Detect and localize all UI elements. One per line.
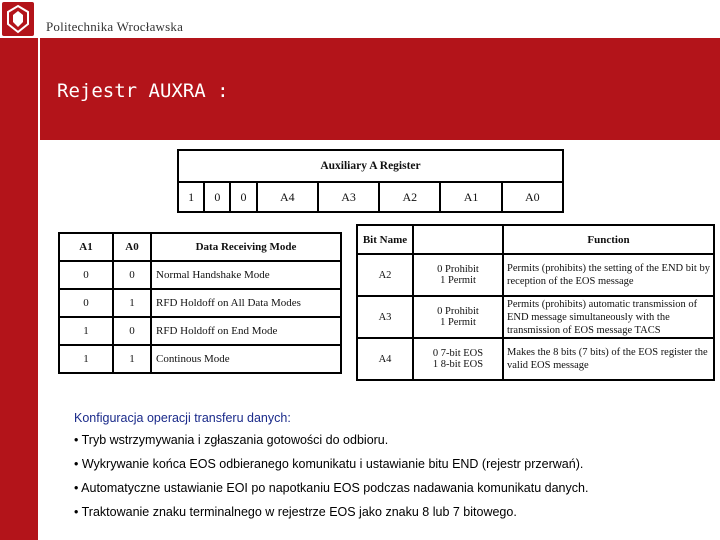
function-header: Function bbox=[504, 226, 713, 253]
bit-function: Permits (prohibits) automatic transmission of END message simultaneously with the transmission of EOS message TACS bbox=[504, 297, 713, 337]
bit-function-table bbox=[356, 224, 715, 381]
a1-value: 1 bbox=[60, 346, 112, 372]
bit-cell: A3 bbox=[319, 183, 378, 211]
a1-value: 1 bbox=[60, 318, 112, 344]
table-row bbox=[60, 290, 340, 316]
list-item: • Wykrywanie końca EOS odbieranego komunikatu i ustawianie bitu END (rejestr przerwań). bbox=[74, 457, 584, 471]
table-row bbox=[60, 318, 340, 344]
bit-values: 0 Prohibit 1 Permit bbox=[414, 297, 502, 337]
mode-header-mode: Data Receiving Mode bbox=[152, 234, 340, 260]
university-logo-icon bbox=[2, 2, 34, 36]
banner-left bbox=[0, 38, 38, 140]
config-heading: Konfiguracja operacji transferu danych: bbox=[74, 411, 291, 425]
a0-value: 0 bbox=[114, 318, 150, 344]
list-item: • Automatyczne ustawianie EOI po napotkaniu EOS podczas nadawania komunikatu danych. bbox=[74, 481, 589, 495]
university-name: Politechnika Wrocławska bbox=[46, 19, 184, 34]
table-row bbox=[358, 339, 713, 379]
table-row bbox=[60, 346, 340, 372]
list-item: • Tryb wstrzymywania i zgłaszania gotowości do odbioru. bbox=[74, 433, 389, 447]
mode-name: RFD Holdoff on All Data Modes bbox=[152, 290, 340, 316]
bit-values: 0 Prohibit 1 Permit bbox=[414, 255, 502, 295]
mode-name: RFD Holdoff on End Mode bbox=[152, 318, 340, 344]
bit-name: A2 bbox=[358, 255, 412, 295]
bit-function: Permits (prohibits) the setting of the END bit by reception of the EOS message bbox=[504, 255, 713, 295]
aux-register-table bbox=[177, 149, 564, 213]
bit-cell: A1 bbox=[441, 183, 500, 211]
table-row bbox=[358, 297, 713, 337]
data-receiving-mode-table bbox=[58, 232, 342, 374]
bit-cell: 0 bbox=[231, 183, 255, 211]
mode-header-a1: A1 bbox=[60, 234, 112, 260]
mode-name: Normal Handshake Mode bbox=[152, 262, 340, 288]
bit-name: A4 bbox=[358, 339, 412, 379]
bit-cell: 0 bbox=[205, 183, 229, 211]
a1-value: 0 bbox=[60, 262, 112, 288]
mode-name: Continous Mode bbox=[152, 346, 340, 372]
left-stripe bbox=[0, 140, 38, 540]
table-row bbox=[358, 255, 713, 295]
slide-title: Rejestr AUXRA : bbox=[57, 80, 229, 102]
bit-values-header bbox=[414, 226, 502, 253]
aux-register-title: Auxiliary A Register bbox=[179, 151, 562, 181]
bit-cell: A2 bbox=[380, 183, 439, 211]
bit-cell: 1 bbox=[179, 183, 203, 211]
header-bar bbox=[0, 0, 720, 36]
bit-name-header: Bit Name bbox=[358, 226, 412, 253]
bit-cell: A4 bbox=[258, 183, 317, 211]
bit-function: Makes the 8 bits (7 bits) of the EOS register the valid EOS message bbox=[504, 339, 713, 379]
a1-value: 0 bbox=[60, 290, 112, 316]
config-section bbox=[74, 411, 588, 529]
bit-name: A3 bbox=[358, 297, 412, 337]
bit-values: 0 7-bit EOS 1 8-bit EOS bbox=[414, 339, 502, 379]
a0-value: 1 bbox=[114, 346, 150, 372]
table-row bbox=[60, 262, 340, 288]
bit-cell: A0 bbox=[503, 183, 562, 211]
list-item: • Traktowanie znaku terminalnego w rejestrze EOS jako znaku 8 lub 7 bitowego. bbox=[74, 505, 517, 519]
a0-value: 0 bbox=[114, 262, 150, 288]
a0-value: 1 bbox=[114, 290, 150, 316]
mode-header-a0: A0 bbox=[114, 234, 150, 260]
